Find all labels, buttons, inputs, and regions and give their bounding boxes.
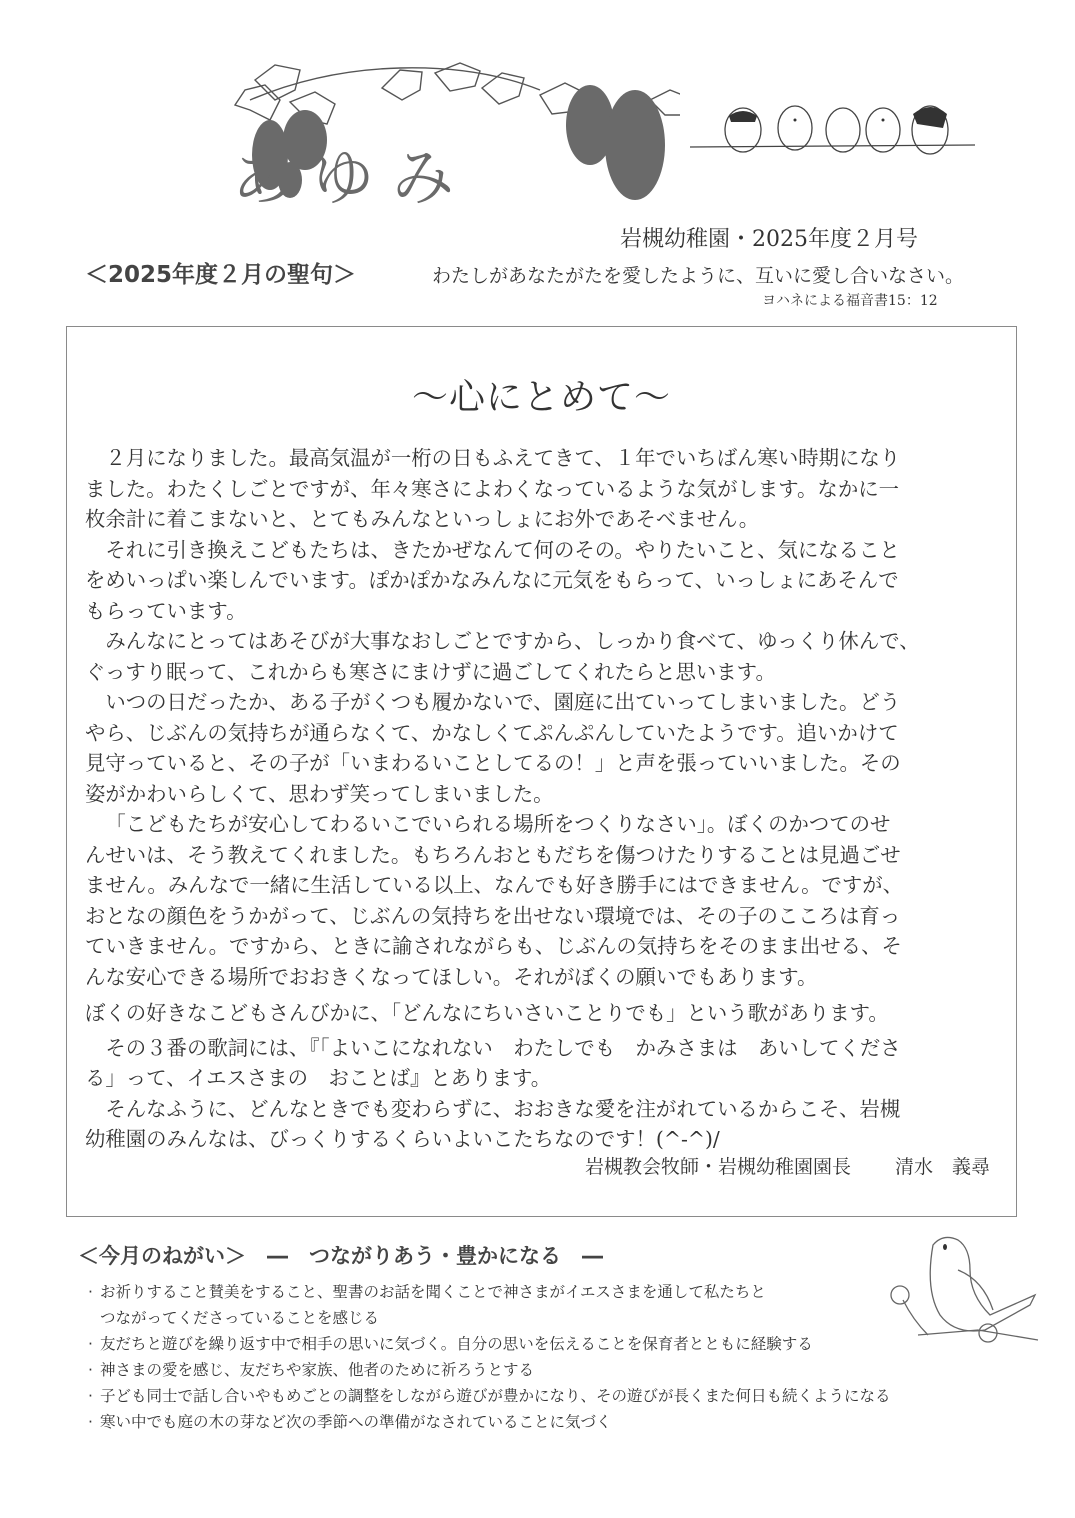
text-line: 「こどもたちが安心してわるいこでいられる場所をつくりなさい」。ぼくのかつてのせ xyxy=(105,812,891,836)
text-line: ていきません。ですから、ときに諭されながらも、じぶんの気持ちをそのまま出せる、そ xyxy=(85,934,902,958)
text-line: ２月になりました。最高気温が一桁の日もふえてきて、１年でいちばん寒い時期になり xyxy=(105,446,901,470)
verse-reference: ヨハネによる福音書15：12 xyxy=(762,293,938,309)
message-paragraph xyxy=(85,687,1005,809)
goal-text: 寒い中でも庭の木の芽など次の季節への準備がなされていることに気づく xyxy=(100,1413,612,1431)
signature xyxy=(585,1152,990,1179)
verse-text: わたしがあなたがたを愛したように、互いに愛し合いなさい。 xyxy=(432,265,965,287)
text-line: 幼稚園のみんなは、びっくりするくらいよいこたちなのです！(^-^)/ xyxy=(85,1127,720,1151)
goal-item xyxy=(88,1357,948,1383)
goals-heading: ＜今月のねがい＞ ― つながりあう・豊かになる ― xyxy=(78,1244,603,1268)
issue-label: 岩槻幼稚園・2025年度２月号 xyxy=(620,227,918,252)
message-body xyxy=(85,443,1005,1155)
text-line: る」って、イエスさまの おことば』とあります。 xyxy=(85,1066,552,1090)
text-line: 見守っていると、その子が「いまわるいことしてるの！」と声を張っていいました。その xyxy=(85,751,901,775)
goal-item xyxy=(88,1409,948,1435)
text-line: んな安心できる場所でおおきくなってほしい。それがぼくの願いでもあります。 xyxy=(85,964,818,989)
text-line: そんなふうに、どんなときでも変わらずに、おおきな愛を注がれているからこそ、岩槻 xyxy=(105,1096,901,1121)
text-line: 姿がかわいらしくて、思わず笑ってしまいました。 xyxy=(85,781,554,806)
goal-text: 神さまの愛を感じ、友だちや家族、他者のために祈ろうとする xyxy=(100,1361,535,1379)
message-title: ～心にとめて～ xyxy=(411,377,671,418)
birds-on-branch-illustration xyxy=(685,90,985,170)
newsletter-title: あゆみ xyxy=(232,141,473,214)
text-line: もらっています。 xyxy=(85,598,247,623)
message-paragraph xyxy=(85,1094,1005,1155)
text-line: ません。みんなで一緒に生活している以上、なんでも好き勝手にはできません。ですが、 xyxy=(85,873,904,897)
text-line: おとなの顔色をうかがって、じぶんの気持ちを出せない環境では、その子のこころは育っ xyxy=(85,903,901,928)
robin-with-plum-blossoms-illustration xyxy=(878,1225,1048,1360)
message-box xyxy=(66,326,1017,1217)
goal-item xyxy=(88,1331,948,1357)
message-paragraph xyxy=(85,626,1005,687)
verse-heading: ＜2025年度２月の聖句＞ xyxy=(85,262,357,288)
goal-item xyxy=(88,1383,948,1409)
goal-text-continued: つながってくださっていることを感じる xyxy=(100,1309,380,1327)
message-paragraph xyxy=(85,535,1005,627)
text-line: ぼくの好きなこどもさんびかに、「どんなにちいさいことりでも」という歌があります。 xyxy=(85,1001,889,1025)
text-line: その３番の歌詞には、『「よいこになれない わたしでも かみさまは あいしてくださ xyxy=(105,1035,901,1060)
message-paragraph xyxy=(85,998,1005,1029)
text-line: んせいは、そう教えてくれました。もちろんおともだちを傷つけたりすることは見過ごせ xyxy=(85,842,901,867)
text-line: それに引き換えこどもたちは、きたかぜなんて何のその。やりたいこと、気になること xyxy=(105,537,900,562)
text-line: ぐっすり眠って、これからも寒さにまけずに過ごしてくれたらと思います。 xyxy=(85,659,776,684)
text-line: をめいっぱい楽しんでいます。ぽかぽかなみんなに元気をもらって、いっしょにあそんで xyxy=(85,568,899,592)
goal-text: 友だちと遊びを繰り返す中で相手の思いに気づく。自分の思いを伝えることを保育者とともに経験する xyxy=(100,1335,813,1353)
signature-title: 岩槻教会牧師・岩槻幼稚園園長 xyxy=(584,1156,851,1178)
text-line: みんなにとってはあそびが大事なおしごとですから、しっかり食べて、ゆっくり休んで、 xyxy=(105,629,920,653)
text-line: ました。わたくしごとですが、年々寒さによわくなっているような気がします。なかに一 xyxy=(85,476,899,501)
message-paragraph xyxy=(85,1033,1005,1094)
text-line: いつの日だったか、ある子がくつも履かないで、園庭に出ていってしまいました。どう xyxy=(105,690,901,714)
message-paragraph xyxy=(85,809,1005,992)
goal-item xyxy=(88,1279,948,1331)
goal-text: 子ども同士で話し合いやもめごとの調整をしながら遊びが豊かになり、その遊びが長くまた何日も続くようになる xyxy=(100,1387,891,1405)
signature-name: 清水 義尋 xyxy=(894,1156,990,1178)
message-paragraph xyxy=(85,443,1005,535)
text-line: やら、じぶんの気持ちが通らなくて、かなしくてぷんぷんしていたようです。追いかけて xyxy=(85,720,899,745)
goals-list xyxy=(88,1279,948,1435)
text-line: 枚余計に着こまないと、とてもみんなといっしょにお外であそべません。 xyxy=(85,507,760,531)
goal-text: お祈りすること賛美をすること、聖書のお話を聞くことで神さまがイエスさまを通して私たちと xyxy=(100,1283,766,1301)
